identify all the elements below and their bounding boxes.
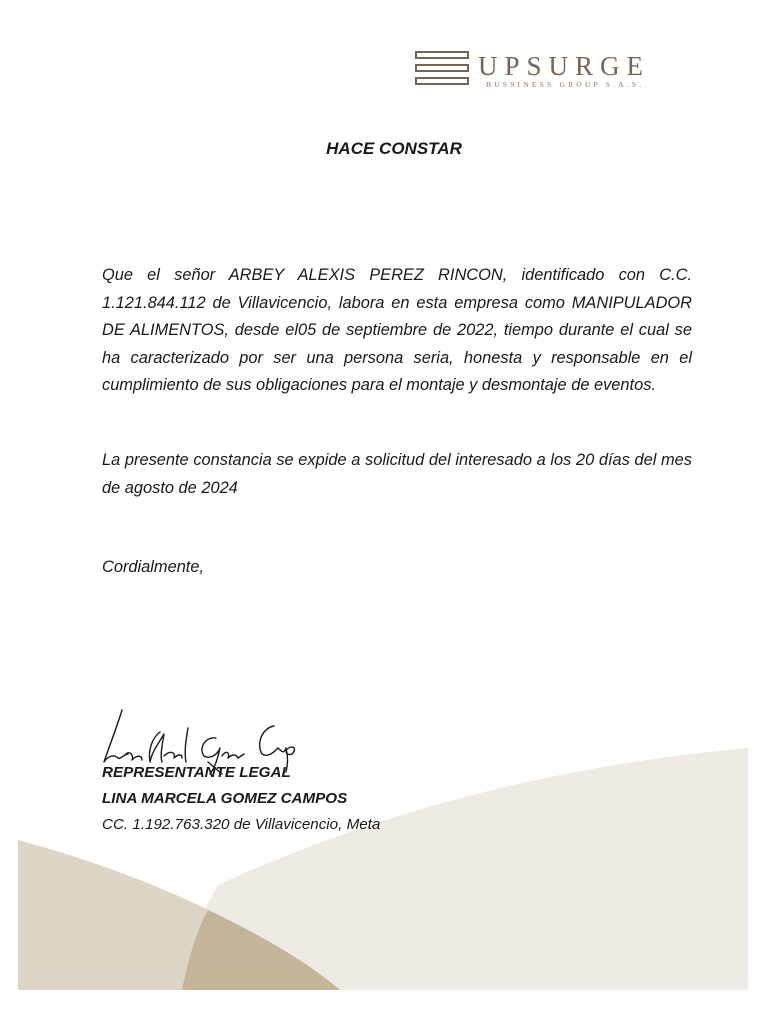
document-heading: HACE CONSTAR [326,139,462,158]
closing-salutation: Cordialmente, [102,558,205,576]
logo-wordmark: UPSURGE [478,51,651,81]
logo-subtitle: BUSSINESS GROUP S.A.S. [486,80,645,89]
logo-mark-icon [415,50,469,90]
issuance-paragraph: La presente constancia se expide a solicitud del interesado a los 20 días del mes de agosto de 2024 [102,451,692,497]
signatory-name: LINA MARCELA GOMEZ CAMPOS [102,790,348,807]
signatory-role: REPRESENTANTE LEGAL [102,764,291,781]
company-logo [412,50,732,94]
certification-paragraph: Que el señor ARBEY ALEXIS PEREZ RINCON, identificado con C.C. 1.121.844.112 de Villavicencio, labora en esta empresa como MANIPULADOR DE ALIMENTOS, desde el05 de septiembre de 2022, tiempo durante el cual se ha caracterizado por ser una persona seria, honesta y responsable en el cumplimiento de sus obligaciones para el montaje y desmontaje de eventos. [102,266,692,395]
handwritten-signature [98,704,298,776]
signatory-id: CC. 1.192.763.320 de Villavicencio, Meta [102,816,381,833]
